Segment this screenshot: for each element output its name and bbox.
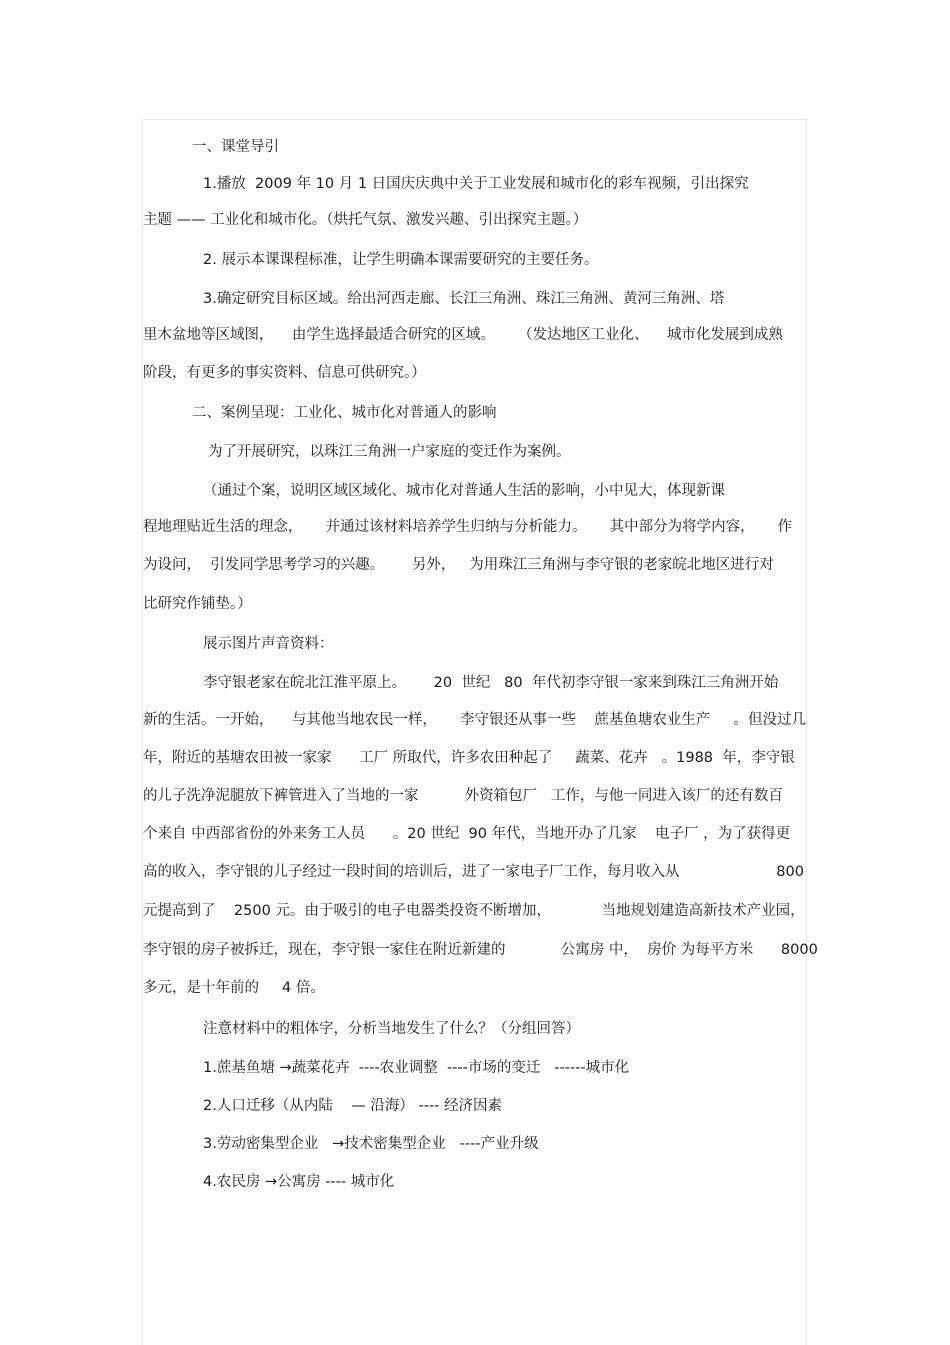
answer-4: 4.农民房 →公寓房 ---- 城市化 xyxy=(203,1174,395,1190)
story-line-8: 李守银的房子被拆迁，现在，李守银一家住在附近新建的 公寓房 中， 房价 为每平方米 8000 xyxy=(143,942,818,958)
analysis-question: 注意材料中的粗体字，分析当地发生了什么？（分组回答） xyxy=(203,1021,580,1037)
note-line-3: 为设问， 引发同学思考学习的兴趣。 另外， 为用珠江三角洲与李守银的老家皖北地区进行对 xyxy=(143,557,774,573)
note-line-2: 程地理贴近生活的理念， 并通过该材料培养学生归纳与分析能力。 其中部分为将学内容， 作 xyxy=(143,519,793,535)
story-line-9: 多元，是十年前的 4 倍。 xyxy=(143,980,325,996)
answer-3: 3.劳动密集型企业 →技术密集型企业 ----产业升级 xyxy=(203,1136,539,1152)
item-3-line-1: 3.确定研究目标区域。给出河西走廊、长江三角洲、珠江三角洲、黄河三角洲、塔 xyxy=(203,291,725,307)
note-line-4: 比研究作铺垫。） xyxy=(143,596,252,612)
story-line-3: 年，附近的基塘农田被一家家 工厂 所取代，许多农田种起了 蔬菜、花卉 。1988 年，李守银 xyxy=(143,750,795,766)
item-1-line-2: 主题 —— 工业化和城市化。（烘托气氛、激发兴趣、引出探究主题。） xyxy=(143,212,588,228)
item-2-line-1: 2. 展示本课课程标准，让学生明确本课需要研究的主要任务。 xyxy=(203,252,599,268)
item-3-line-3: 阶段，有更多的事实资料、信息可供研究。） xyxy=(143,365,426,381)
case-intro: 为了开展研究，以珠江三角洲一户家庭的变迁作为案例。 xyxy=(208,444,571,460)
note-line-1: （通过个案，说明区域区域化、城市化对普通人生活的影响，小中见大，体现新课 xyxy=(203,483,725,499)
story-line-7: 元提高到了 2500 元。由于吸引的电子电器类投资不断增加， 当地规划建造高新技术产业园， xyxy=(143,903,805,919)
story-line-4: 的儿子洗净泥腿放下裤管进入了当地的一家 外资箱包厂 工作，与他一同进入该厂的还有数百 xyxy=(143,788,783,804)
section-heading-case: 二、案例呈现：工业化、城市化对普通人的影响 xyxy=(192,405,497,421)
story-line-6: 高的收入，李守银的儿子经过一段时间的培训后，进了一家电子厂工作，每月收入从 800 xyxy=(143,864,804,880)
answer-2: 2.人口迁移（从内陆 — 沿海） ---- 经济因素 xyxy=(203,1098,503,1114)
story-line-2: 新的生活。一开始， 与其他当地农民一样， 李守银还从事一些 蔗基鱼塘农业生产 。但没过几 xyxy=(143,712,806,728)
story-line-1: 李守银老家在皖北江淮平原上。 20 世纪 80 年代初李守银一家来到珠江三角洲开始 xyxy=(203,675,779,691)
item-1-line-1: 1.播放 2009 年 10 月 1 日国庆庆典中关于工业发展和城市化的彩车视频，引出探究 xyxy=(203,176,749,192)
item-3-line-2: 里木盆地等区域图， 由学生选择最适合研究的区域。 （发达地区工业化、 城市化发展到成熟 xyxy=(143,327,783,343)
material-heading: 展示图片声音资料： xyxy=(203,636,334,652)
story-line-5: 个来自 中西部省份的外来务工人员 。20 世纪 90 年代，当地开办了几家 电子厂 ，为了获得更 xyxy=(143,826,791,842)
section-heading-intro: 一、课堂导引 xyxy=(192,139,279,155)
answer-1: 1.蔗基鱼塘 →蔬菜花卉 ----农业调整 ----市场的变迁 ------城市化 xyxy=(203,1060,630,1076)
